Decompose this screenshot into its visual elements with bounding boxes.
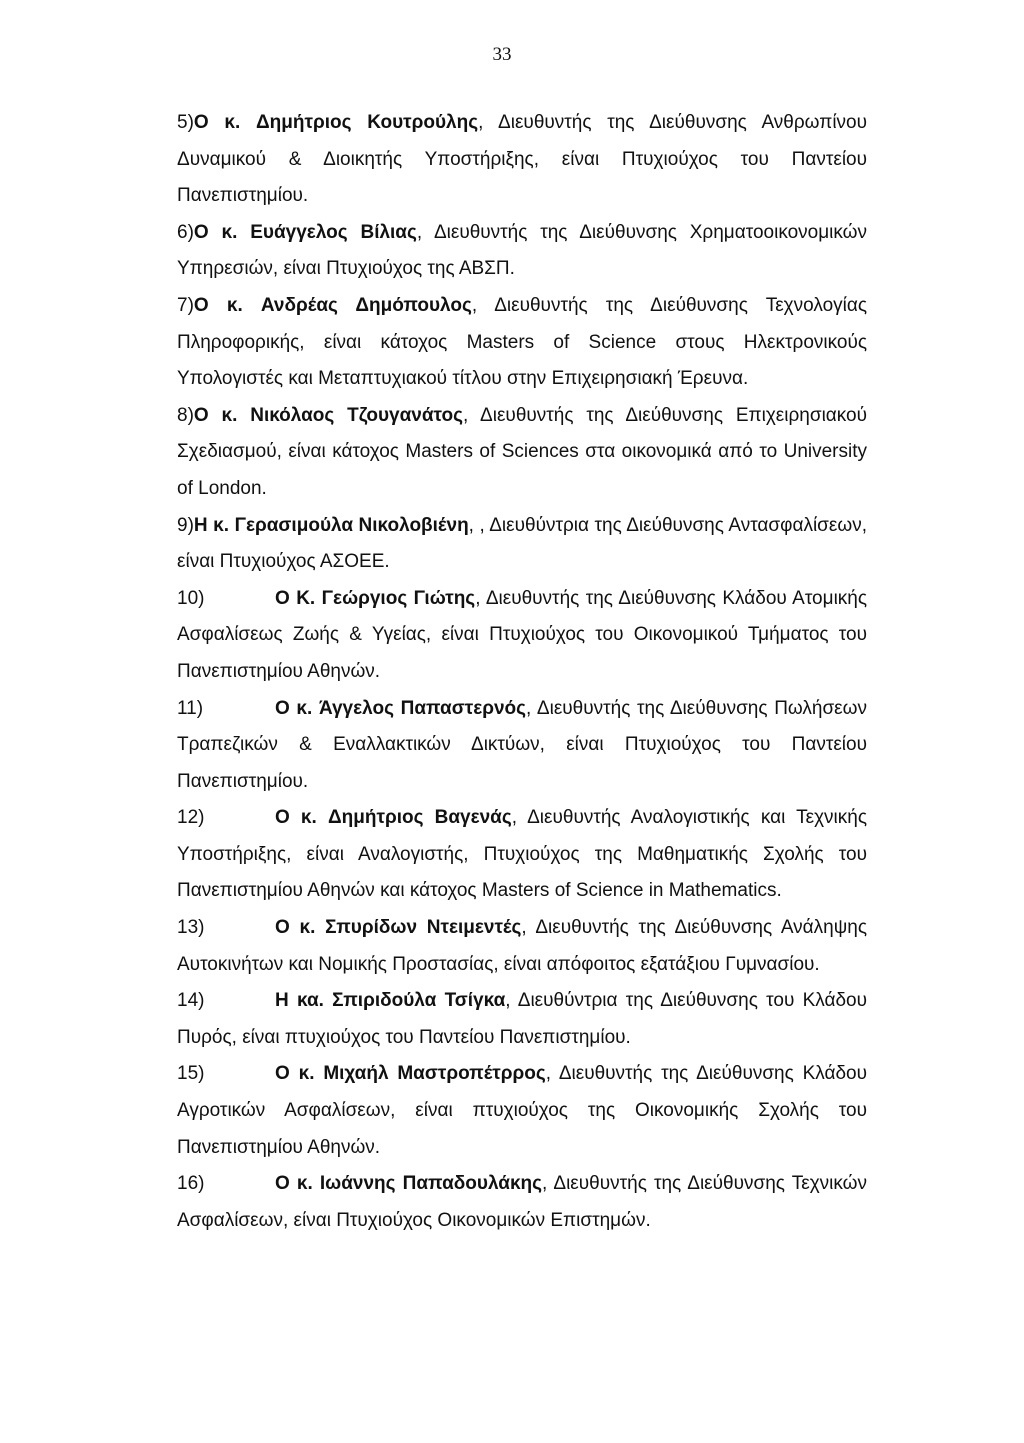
item-title: Ο κ. bbox=[275, 807, 317, 829]
item-number: 9) bbox=[177, 514, 194, 536]
item-name: Άγγελος Παπαστερνός bbox=[318, 697, 527, 719]
item-title: Ο κ. bbox=[275, 1173, 313, 1195]
item-number: 13) bbox=[177, 917, 205, 939]
item-name: Ευάγγελος Βίλιας bbox=[250, 221, 417, 243]
list-item bbox=[177, 800, 867, 910]
item-description: , Διευθυντής της Διεύθυνσης Ανάληψης Αυτοκινήτων και Νομικής Προστασίας, είναι απόφοιτος εξατάξιου Γυμνασίου. bbox=[177, 917, 867, 975]
item-number: 10) bbox=[177, 587, 205, 609]
document-body bbox=[177, 105, 867, 1239]
list-item bbox=[177, 983, 867, 1056]
list-item bbox=[177, 508, 867, 581]
item-name: Σπιριδούλα Τσίγκα bbox=[332, 990, 506, 1012]
item-description: , Διευθυντής της Διεύθυνσης Πωλήσεων Τραπεζικών & Εναλλακτικών Δικτύων, είναι Πτυχιούχος του Παντείου Πανεπιστημίου. bbox=[177, 697, 867, 792]
item-name: Δημήτριος Κουτρούλης bbox=[256, 112, 479, 133]
list-item bbox=[177, 691, 867, 801]
item-description: , Διευθύντρια της Διεύθυνσης του Κλάδου Πυρός, είναι πτυχιούχος του Παντείου Πανεπιστημίου. bbox=[177, 990, 867, 1048]
item-title: Ο κ. bbox=[193, 112, 241, 133]
list-item bbox=[177, 288, 867, 398]
list-item bbox=[177, 1056, 867, 1166]
item-number: 12) bbox=[177, 807, 205, 829]
item-title: Ο κ. bbox=[275, 917, 316, 939]
item-number: 14) bbox=[177, 990, 205, 1012]
list-item bbox=[177, 398, 867, 508]
item-name: Ιωάννης Παπαδουλάκης bbox=[319, 1173, 543, 1195]
item-description: , Διευθυντής της Διεύθυνσης Τεχνικών Ασφαλίσεων, είναι Πτυχιούχος Οικονομικών Επιστημών. bbox=[177, 1173, 868, 1231]
item-name: Δημήτριος Βαγενάς bbox=[327, 807, 512, 829]
item-number: 6) bbox=[177, 221, 194, 243]
item-description: , Διευθυντής της Διεύθυνσης Χρηματοοικονομικών Υπηρεσιών, είναι Πτυχιούχος της ΑΒΣΠ. bbox=[177, 221, 868, 280]
list-item bbox=[177, 1166, 867, 1239]
item-number: 15) bbox=[177, 1063, 205, 1085]
item-description: , Διευθυντής της Διεύθυνσης Κλάδου Ατομικής Ασφαλίσεως Ζωής & Υγείας, είναι Πτυχιούχος του Οικονομικού Τμήματος του Πανεπιστημίου Αθηνών. bbox=[177, 587, 868, 682]
item-name: Νικόλαος Τζουγανάτος bbox=[250, 404, 463, 426]
item-title: Ο κ. bbox=[275, 1063, 315, 1085]
item-description: , Διευθυντής Αναλογιστικής και Τεχνικής Υποστήριξης, είναι Αναλογιστής, Πτυχιούχος της Μαθηματικής Σχολής του Πανεπιστημίου Αθηνών και κάτοχος Masters of Science in Mathematics. bbox=[177, 807, 868, 902]
item-name: Γεώργιος Γιώτης bbox=[321, 587, 476, 609]
list-item bbox=[177, 581, 867, 691]
item-number: 5) bbox=[177, 112, 194, 133]
item-title: Ο Κ. bbox=[275, 587, 316, 609]
item-title: Ο κ. bbox=[193, 221, 238, 243]
item-number: 8) bbox=[177, 404, 194, 426]
item-title: Η κ. bbox=[193, 514, 230, 536]
item-number: 11) bbox=[177, 697, 204, 719]
item-number: 7) bbox=[177, 294, 194, 316]
item-title: Ο κ. bbox=[193, 294, 243, 316]
item-name: Σπυρίδων Ντειμεντές bbox=[325, 917, 522, 939]
item-number: 16) bbox=[177, 1173, 205, 1195]
item-description: , Διευθυντής της Διεύθυνσης Τεχνολογίας Πληροφορικής, είναι κάτοχος Masters of Science στους Ηλεκτρονικούς Υπολογιστές και Μεταπτυχιακού τίτλου στην Επιχειρησιακή Έρευνα. bbox=[177, 294, 867, 390]
list-item bbox=[177, 910, 867, 983]
item-title: Η κα. bbox=[275, 990, 324, 1012]
item-description: , Διευθυντής της Διεύθυνσης Ανθρωπίνου Δυναμικού & Διοικητής Υποστήριξης, είναι Πτυχιούχος του Παντείου Πανεπιστημίου. bbox=[177, 112, 868, 207]
item-title: Ο κ. bbox=[275, 697, 313, 719]
item-description: , Διευθυντής της Διεύθυνσης Κλάδου Αγροτικών Ασφαλίσεων, είναι πτυχιούχος της Οικονομικής Σχολής του Πανεπιστημίου Αθηνών. bbox=[177, 1063, 868, 1158]
list-item bbox=[177, 215, 867, 288]
page-number: 33 bbox=[492, 44, 512, 65]
item-description: , Διευθυντής της Διεύθυνσης Επιχειρησιακού Σχεδιασμού, είναι κάτοχος Masters of Sciences στα οικονομικά από το University of London. bbox=[177, 404, 868, 499]
list-item bbox=[177, 105, 867, 215]
item-name: Ανδρέας Δημόπουλος bbox=[260, 294, 472, 316]
item-name: Γερασιμούλα Νικολοβιένη bbox=[234, 514, 469, 536]
item-title: Ο κ. bbox=[193, 404, 238, 426]
item-name: Μιχαήλ Μαστροπέτρρος bbox=[323, 1063, 546, 1085]
item-description: , , Διευθύντρια της Διεύθυνσης Αντασφαλίσεων, είναι Πτυχιούχος ΑΣΟΕΕ. bbox=[177, 514, 867, 573]
